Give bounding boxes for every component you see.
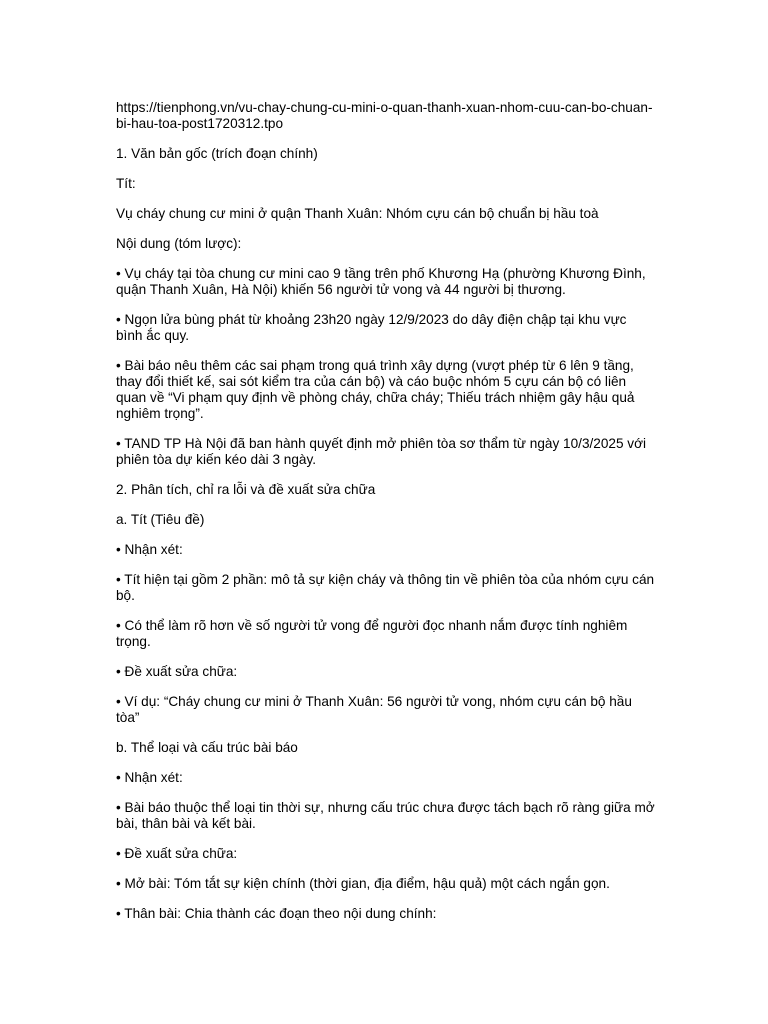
bullet-paragraph: • Tít hiện tại gồm 2 phần: mô tả sự kiện cháy và thông tin về phiên tòa của nhóm cựu cán bộ. — [116, 572, 655, 603]
bullet-paragraph: • Mở bài: Tóm tắt sự kiện chính (thời gian, địa điểm, hậu quả) một cách ngắn gọn. — [116, 876, 610, 891]
document-page — [116, 100, 656, 936]
bullet-paragraph: • Nhận xét: — [116, 542, 183, 557]
bullet-paragraph: • Thân bài: Chia thành các đoạn theo nội dung chính: — [116, 906, 437, 921]
bullet-paragraph: • Đề xuất sửa chữa: — [116, 846, 238, 861]
bullet-paragraph: • TAND TP Hà Nội đã ban hành quyết định mở phiên tòa sơ thẩm từ ngày 10/3/2025 với phiên tòa dự kiến kéo dài 3 ngày. — [116, 436, 647, 467]
bullet-paragraph: • Nhận xét: — [116, 770, 183, 785]
label-title: Tít: — [116, 176, 136, 191]
subsection-heading-genre-structure: b. Thể loại và cấu trúc bài báo — [116, 740, 298, 755]
original-title: Vụ cháy chung cư mini ở quận Thanh Xuân: Nhóm cựu cán bộ chuẩn bị hầu toà — [116, 206, 599, 221]
bullet-paragraph: • Bài báo nêu thêm các sai phạm trong quá trình xây dựng (vượt phép từ 6 lên 9 tầng, thay đổi thiết kế, sai sót kiểm tra của cán bộ) và cáo buộc nhóm 5 cựu cán bộ có liên quan về “Vi phạm quy định về phòng cháy, chữa cháy; Thiếu trách nhiệm gây hậu quả nghiêm trọng”. — [116, 358, 635, 421]
subsection-heading-title: a. Tít (Tiêu đề) — [116, 512, 205, 527]
section-heading-original-text: 1. Văn bản gốc (trích đoạn chính) — [116, 146, 318, 161]
bullet-paragraph: • Có thể làm rõ hơn về số người tử vong để người đọc nhanh nắm được tính nghiêm trọng. — [116, 618, 628, 649]
section-heading-analysis: 2. Phân tích, chỉ ra lỗi và đề xuất sửa chữa — [116, 482, 376, 497]
bullet-paragraph: • Ngọn lửa bùng phát từ khoảng 23h20 ngày 12/9/2023 do dây điện chập tại khu vực bình ắc quy. — [116, 312, 627, 343]
bullet-paragraph: • Ví dụ: “Cháy chung cư mini ở Thanh Xuân: 56 người tử vong, nhóm cựu cán bộ hầu tòa” — [116, 694, 632, 725]
bullet-paragraph: • Vụ cháy tại tòa chung cư mini cao 9 tầng trên phố Khương Hạ (phường Khương Đình, quận Thanh Xuân, Hà Nội) khiến 56 người tử vong và 44 người bị thương. — [116, 266, 646, 297]
source-url: https://tienphong.vn/vu-chay-chung-cu-mini-o-quan-thanh-xuan-nhom-cuu-can-bo-chuan-bi-hau-toa-post1720312.tpo — [116, 100, 653, 131]
label-content-summary: Nội dung (tóm lược): — [116, 236, 242, 251]
bullet-paragraph: • Bài báo thuộc thể loại tin thời sự, nhưng cấu trúc chưa được tách bạch rõ ràng giữa mở bài, thân bài và kết bài. — [116, 800, 655, 831]
bullet-paragraph: • Đề xuất sửa chữa: — [116, 664, 238, 679]
